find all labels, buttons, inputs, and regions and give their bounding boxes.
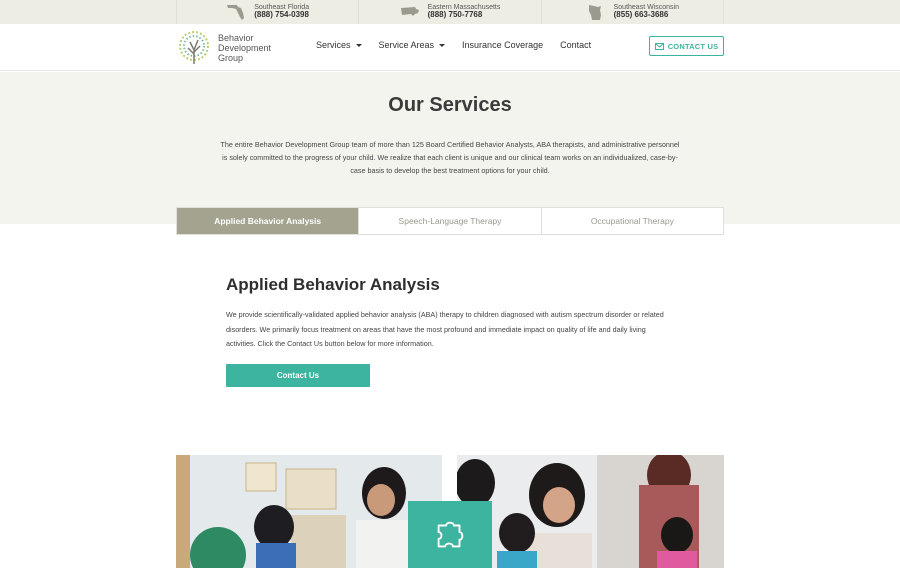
logo-text-line: Development <box>218 43 272 53</box>
hero-section <box>0 72 900 224</box>
puzzle-piece-icon <box>431 516 469 554</box>
logo-text-line: Group <box>218 53 244 63</box>
contact-us-button[interactable] <box>649 36 724 56</box>
nav-services-label: Services <box>316 40 351 50</box>
location-phone[interactable]: (888) 754-0398 <box>254 10 309 20</box>
logo-text <box>218 33 278 63</box>
hero-description: The entire Behavior Development Group team of more than 125 Board Certified Behavior Analysts, ABA therapists, and administrative personnel is solely committed to the progress of your child. We realize that each client is unique and our clinical team works on an individualized, case-by-case basis to develop the best treatment options for your child. <box>220 140 680 175</box>
chevron-down-icon <box>439 44 445 47</box>
puzzle-tile <box>408 501 492 568</box>
nav-service-areas-label: Service Areas <box>378 40 435 50</box>
locations-bar <box>0 0 900 24</box>
contact-us-label: CONTACT US <box>667 41 719 51</box>
therapy-session-illustration <box>457 455 724 568</box>
tab-speech-language-therapy[interactable]: Speech-Language Therapy <box>359 208 541 234</box>
tree-logo-icon <box>176 30 212 66</box>
location-florida[interactable] <box>176 0 359 24</box>
page-title: Our Services <box>388 94 512 116</box>
therapy-photo-left <box>176 455 442 568</box>
envelope-icon <box>655 43 664 50</box>
service-tabs <box>176 207 724 235</box>
therapy-photo-right <box>457 455 724 568</box>
location-region: Eastern Massachusetts <box>427 3 501 11</box>
florida-map-icon <box>226 3 246 21</box>
chevron-down-icon <box>356 44 362 47</box>
section-description: We provide scientifically-validated applied behavior analysis (ABA) therapy to children diagnosed with autism spectrum disorder or related disorders. We primarily focus treatment on areas that have the most profound and immediate impact on quality of life and daily living activities. Click the Contact Us button below for more information. <box>226 310 664 348</box>
logo-text-line: Behavior <box>218 33 254 43</box>
location-wisconsin[interactable] <box>542 0 724 24</box>
wisconsin-map-icon <box>586 3 606 21</box>
location-massachusetts[interactable] <box>359 0 541 24</box>
section-title: Applied Behavior Analysis <box>226 275 440 294</box>
nav-services[interactable] <box>316 40 362 50</box>
nav-insurance-label: Insurance Coverage <box>462 40 544 50</box>
location-region: Southeast Wisconsin <box>613 3 679 11</box>
massachusetts-map-icon <box>400 3 420 21</box>
locations-list <box>176 0 724 24</box>
main-nav <box>316 40 608 50</box>
logo[interactable] <box>176 30 278 66</box>
location-region: Southeast Florida <box>254 3 310 11</box>
nav-insurance[interactable] <box>462 40 543 50</box>
nav-service-areas[interactable] <box>379 40 446 50</box>
location-phone[interactable]: (855) 663-3686 <box>613 10 669 20</box>
location-phone[interactable]: (888) 750-7768 <box>427 10 483 20</box>
therapy-room-illustration <box>176 455 442 568</box>
nav-contact-label: Contact <box>560 40 592 50</box>
tab-applied-behavior-analysis[interactable]: Applied Behavior Analysis <box>177 208 359 234</box>
contact-us-cta-button[interactable]: Contact Us <box>226 364 370 387</box>
site-header <box>0 24 900 71</box>
tab-occupational-therapy[interactable]: Occupational Therapy <box>590 216 674 226</box>
nav-contact[interactable] <box>560 40 591 50</box>
